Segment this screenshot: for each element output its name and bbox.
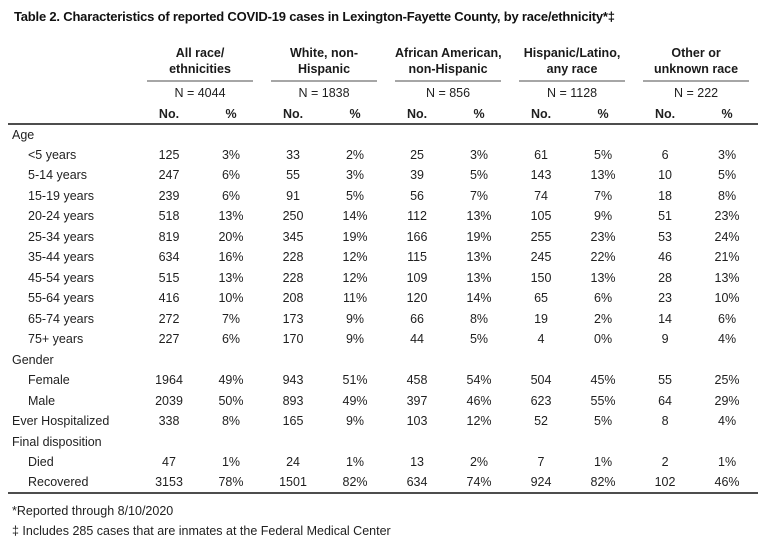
row-label: 45-54 years — [28, 270, 95, 285]
group-label-line2: non-Hispanic — [408, 62, 488, 76]
cell-count: 165 — [282, 414, 304, 429]
cell-count: 52 — [534, 414, 548, 429]
subheader-no: No. — [138, 104, 200, 124]
table-row — [8, 268, 758, 289]
cell-percent: 13% — [466, 250, 492, 265]
table-row — [8, 309, 758, 330]
cell-percent: 82% — [342, 475, 368, 490]
row-label: 55-64 years — [28, 291, 95, 306]
cell-percent: 21% — [714, 250, 740, 265]
cell-count: 208 — [282, 291, 304, 306]
table-row — [8, 165, 758, 186]
cell-count: 23 — [658, 291, 672, 306]
row-label: Recovered — [28, 475, 89, 490]
subheader-pct: % — [324, 104, 386, 124]
cell-count: 166 — [406, 229, 428, 244]
cell-count: 56 — [410, 188, 424, 203]
cell-count: 504 — [530, 373, 552, 388]
cell-count: 13 — [410, 455, 424, 470]
cell-count: 170 — [282, 332, 304, 347]
cell-percent: 23% — [714, 209, 740, 224]
cell-percent: 4% — [718, 414, 737, 429]
column-group-label — [643, 45, 749, 82]
cell-percent: 13% — [590, 168, 616, 183]
cell-count: 458 — [406, 373, 428, 388]
cell-count: 924 — [530, 475, 552, 490]
cell-percent: 5% — [718, 168, 737, 183]
cell-count: 103 — [406, 414, 428, 429]
cell-percent: 8% — [221, 414, 241, 429]
cell-count: 819 — [158, 229, 180, 244]
section-label: Gender — [12, 352, 54, 367]
section-row — [8, 350, 758, 371]
footnote-inmates: ‡ Includes 285 cases that are inmates at the Federal Medical Center — [12, 524, 391, 538]
sample-size-row — [8, 82, 758, 104]
table-row — [8, 370, 758, 391]
cell-percent: 7% — [469, 188, 489, 203]
cell-percent: 6% — [221, 188, 241, 203]
cell-count: 28 — [658, 270, 672, 285]
section-row — [8, 432, 758, 453]
cell-count: 250 — [282, 209, 304, 224]
cell-count: 338 — [158, 414, 180, 429]
cell-percent: 3% — [221, 147, 241, 162]
cell-percent: 12% — [342, 270, 368, 285]
column-group-label — [271, 45, 377, 82]
cell-count: 255 — [530, 229, 552, 244]
cell-count: 91 — [286, 188, 300, 203]
cell-count: 228 — [282, 250, 304, 265]
cell-count: 102 — [654, 475, 676, 490]
cell-percent: 51% — [342, 373, 368, 388]
cell-count: 47 — [162, 455, 176, 470]
cell-percent: 24% — [714, 229, 740, 244]
table-row — [8, 227, 758, 248]
cell-count: 14 — [658, 311, 672, 326]
sample-size-white: N = 1838 — [298, 86, 350, 100]
table-row — [8, 452, 758, 473]
cell-percent: 13% — [218, 270, 244, 285]
cell-count: 64 — [658, 393, 672, 408]
cell-percent: 1% — [345, 455, 365, 470]
cell-percent: 29% — [714, 393, 740, 408]
row-label: 65-74 years — [28, 311, 95, 326]
cell-percent: 10% — [714, 291, 740, 306]
subheader-no: No. — [386, 104, 448, 124]
row-label: Male — [28, 393, 56, 408]
cell-percent: 16% — [218, 250, 244, 265]
cell-percent: 13% — [466, 270, 492, 285]
cell-percent: 2% — [594, 311, 613, 326]
cell-count: 272 — [158, 311, 180, 326]
cell-count: 4 — [537, 332, 545, 347]
row-label: 15-19 years — [28, 188, 95, 203]
cell-count: 416 — [158, 291, 180, 306]
cell-percent: 1% — [594, 455, 613, 470]
section-row — [8, 124, 758, 145]
cell-count: 51 — [658, 209, 672, 224]
subheader-no: No. — [634, 104, 696, 124]
row-label: 35-44 years — [28, 250, 95, 265]
subheader-pct: % — [696, 104, 758, 124]
table-body — [8, 124, 758, 493]
cell-percent: 1% — [221, 455, 241, 470]
cell-percent: 5% — [469, 332, 489, 347]
group-label-line1: Hispanic/Latino, — [523, 46, 621, 60]
cell-percent: 74% — [466, 475, 492, 490]
sample-size-african-american: N = 856 — [425, 86, 471, 100]
subheader-row — [8, 104, 758, 124]
cell-count: 55 — [658, 373, 672, 388]
table-row — [8, 145, 758, 166]
group-label-line1: All race/ — [175, 46, 225, 60]
cell-percent: 5% — [594, 414, 613, 429]
row-label: Ever Hospitalized — [12, 414, 110, 429]
cell-count: 66 — [410, 311, 424, 326]
row-label: Female — [28, 373, 70, 388]
section-label: Final disposition — [12, 434, 102, 449]
column-group-white — [262, 33, 386, 82]
cell-percent: 7% — [594, 188, 613, 203]
cell-percent: 5% — [594, 147, 613, 162]
cell-percent: 19% — [342, 229, 368, 244]
cell-count: 893 — [282, 393, 304, 408]
cell-percent: 9% — [345, 414, 365, 429]
table-row — [8, 186, 758, 207]
cell-count: 345 — [282, 229, 304, 244]
cell-percent: 25% — [714, 373, 740, 388]
cell-count: 109 — [406, 270, 428, 285]
cell-count: 1501 — [279, 475, 307, 490]
footnotes — [12, 501, 768, 541]
cell-count: 44 — [410, 332, 424, 347]
cell-count: 173 — [282, 311, 304, 326]
column-group-all-races — [138, 33, 262, 82]
row-label: 5-14 years — [28, 168, 88, 183]
cell-percent: 49% — [342, 393, 368, 408]
cell-count: 112 — [407, 209, 427, 224]
cell-percent: 3% — [718, 147, 737, 162]
cell-count: 18 — [658, 188, 672, 203]
cell-percent: 54% — [466, 373, 492, 388]
group-label-line2: Hispanic — [297, 62, 351, 76]
footnote-reported-through: *Reported through 8/10/2020 — [12, 504, 174, 518]
cell-percent: 1% — [718, 455, 737, 470]
cell-count: 245 — [530, 250, 552, 265]
cell-count: 125 — [158, 147, 180, 162]
cell-percent: 20% — [218, 229, 244, 244]
section-label: Age — [12, 127, 35, 142]
empty-cell — [8, 82, 138, 104]
cell-count: 53 — [658, 229, 672, 244]
cell-percent: 2% — [345, 147, 365, 162]
cell-percent: 9% — [345, 311, 365, 326]
cell-count: 74 — [534, 188, 548, 203]
cell-count: 46 — [658, 250, 672, 265]
column-group-label — [395, 45, 501, 82]
table-row — [8, 288, 758, 309]
cell-percent: 50% — [218, 393, 244, 408]
cell-count: 115 — [407, 250, 427, 265]
cell-percent: 0% — [594, 332, 613, 347]
sample-size-other-unknown: N = 222 — [673, 86, 719, 100]
table-row — [8, 411, 758, 432]
cell-percent: 3% — [345, 168, 365, 183]
empty-corner-cell — [8, 33, 138, 82]
cell-count: 518 — [158, 209, 180, 224]
cell-percent: 22% — [590, 250, 616, 265]
cell-count: 6 — [661, 147, 669, 162]
row-label: 75+ years — [28, 332, 84, 347]
column-group-label — [519, 45, 625, 82]
empty-cell — [8, 104, 138, 124]
cell-percent: 14% — [342, 209, 368, 224]
cell-percent: 13% — [714, 270, 740, 285]
cell-percent: 45% — [590, 373, 616, 388]
subheader-no: No. — [510, 104, 572, 124]
cell-percent: 78% — [218, 475, 244, 490]
cell-count: 227 — [158, 332, 180, 347]
cell-count: 55 — [286, 168, 300, 183]
cell-percent: 14% — [466, 291, 492, 306]
cell-percent: 12% — [342, 250, 368, 265]
cell-count: 9 — [661, 332, 669, 347]
column-group-label — [147, 45, 253, 82]
cell-count: 397 — [406, 393, 428, 408]
cell-count: 228 — [282, 270, 304, 285]
cell-count: 623 — [530, 393, 552, 408]
covid-cases-table — [8, 33, 758, 494]
row-label: Died — [28, 455, 54, 470]
cell-count: 3153 — [155, 475, 183, 490]
cell-percent: 4% — [718, 332, 737, 347]
subheader-pct: % — [572, 104, 634, 124]
cell-count: 239 — [158, 188, 180, 203]
sample-size-all-races: N = 4044 — [174, 86, 226, 100]
group-label-line2: any race — [546, 62, 598, 76]
cell-percent: 49% — [218, 373, 244, 388]
table-row — [8, 247, 758, 268]
cell-count: 61 — [534, 147, 548, 162]
cell-count: 1964 — [155, 373, 183, 388]
cell-count: 7 — [537, 455, 545, 470]
cell-count: 39 — [410, 168, 424, 183]
cell-count: 10 — [658, 168, 672, 183]
cell-percent: 19% — [466, 229, 492, 244]
cell-count: 634 — [158, 250, 180, 265]
subheader-pct: % — [200, 104, 262, 124]
cell-percent: 6% — [221, 168, 241, 183]
cell-count: 65 — [534, 291, 548, 306]
cell-percent: 6% — [221, 332, 241, 347]
subheader-pct: % — [448, 104, 510, 124]
group-label-line2: ethnicities — [169, 62, 231, 76]
cell-percent: 13% — [590, 270, 616, 285]
row-label: <5 years — [28, 147, 77, 162]
cell-count: 25 — [410, 147, 424, 162]
cell-percent: 11% — [342, 291, 368, 306]
cell-percent: 6% — [594, 291, 613, 306]
cell-count: 2039 — [155, 393, 183, 408]
cell-count: 143 — [530, 168, 552, 183]
sample-size-hispanic-latino: N = 1128 — [546, 86, 598, 100]
cell-percent: 8% — [469, 311, 489, 326]
cell-count: 150 — [530, 270, 552, 285]
group-label-line1: Other or — [671, 46, 721, 60]
cell-percent: 6% — [718, 311, 737, 326]
cell-count: 19 — [534, 311, 548, 326]
cell-percent: 9% — [345, 332, 365, 347]
table-row — [8, 391, 758, 412]
cell-count: 943 — [282, 373, 304, 388]
cell-percent: 8% — [718, 188, 737, 203]
cell-count: 247 — [158, 168, 180, 183]
table-title: Table 2. Characteristics of reported COVID-19 cases in Lexington-Fayette County, by race/ethnicity*‡ — [14, 9, 615, 24]
cell-count: 105 — [530, 209, 552, 224]
cell-count: 24 — [286, 455, 300, 470]
cell-percent: 46% — [466, 393, 492, 408]
cell-percent: 9% — [594, 209, 613, 224]
cell-percent: 82% — [590, 475, 616, 490]
group-label-line2: unknown race — [654, 62, 739, 76]
cell-count: 634 — [406, 475, 428, 490]
cell-percent: 10% — [218, 291, 244, 306]
cell-count: 120 — [406, 291, 428, 306]
table-row — [8, 329, 758, 350]
table-row — [8, 473, 758, 494]
row-label: 20-24 years — [28, 209, 95, 224]
cell-percent: 13% — [218, 209, 244, 224]
column-group-other-unknown — [634, 33, 758, 82]
group-header-row — [8, 33, 758, 82]
cell-count: 515 — [158, 270, 180, 285]
cell-percent: 12% — [466, 414, 492, 429]
cell-percent: 13% — [466, 209, 492, 224]
row-label: 25-34 years — [28, 229, 95, 244]
cell-percent: 7% — [221, 311, 241, 326]
group-label-line1: African American, — [395, 46, 502, 60]
cell-percent: 5% — [345, 188, 365, 203]
table-row — [8, 206, 758, 227]
cell-count: 8 — [661, 414, 669, 429]
cell-count: 2 — [661, 455, 669, 470]
cell-percent: 46% — [714, 475, 740, 490]
cell-percent: 5% — [469, 168, 489, 183]
cell-percent: 2% — [469, 455, 489, 470]
group-label-line1: White, non- — [290, 46, 359, 60]
cell-percent: 55% — [590, 393, 616, 408]
column-group-hispanic-latino — [510, 33, 634, 82]
cell-count: 33 — [286, 147, 300, 162]
column-group-african-american — [386, 33, 510, 82]
subheader-no: No. — [262, 104, 324, 124]
cell-percent: 23% — [590, 229, 616, 244]
cell-percent: 3% — [469, 147, 489, 162]
